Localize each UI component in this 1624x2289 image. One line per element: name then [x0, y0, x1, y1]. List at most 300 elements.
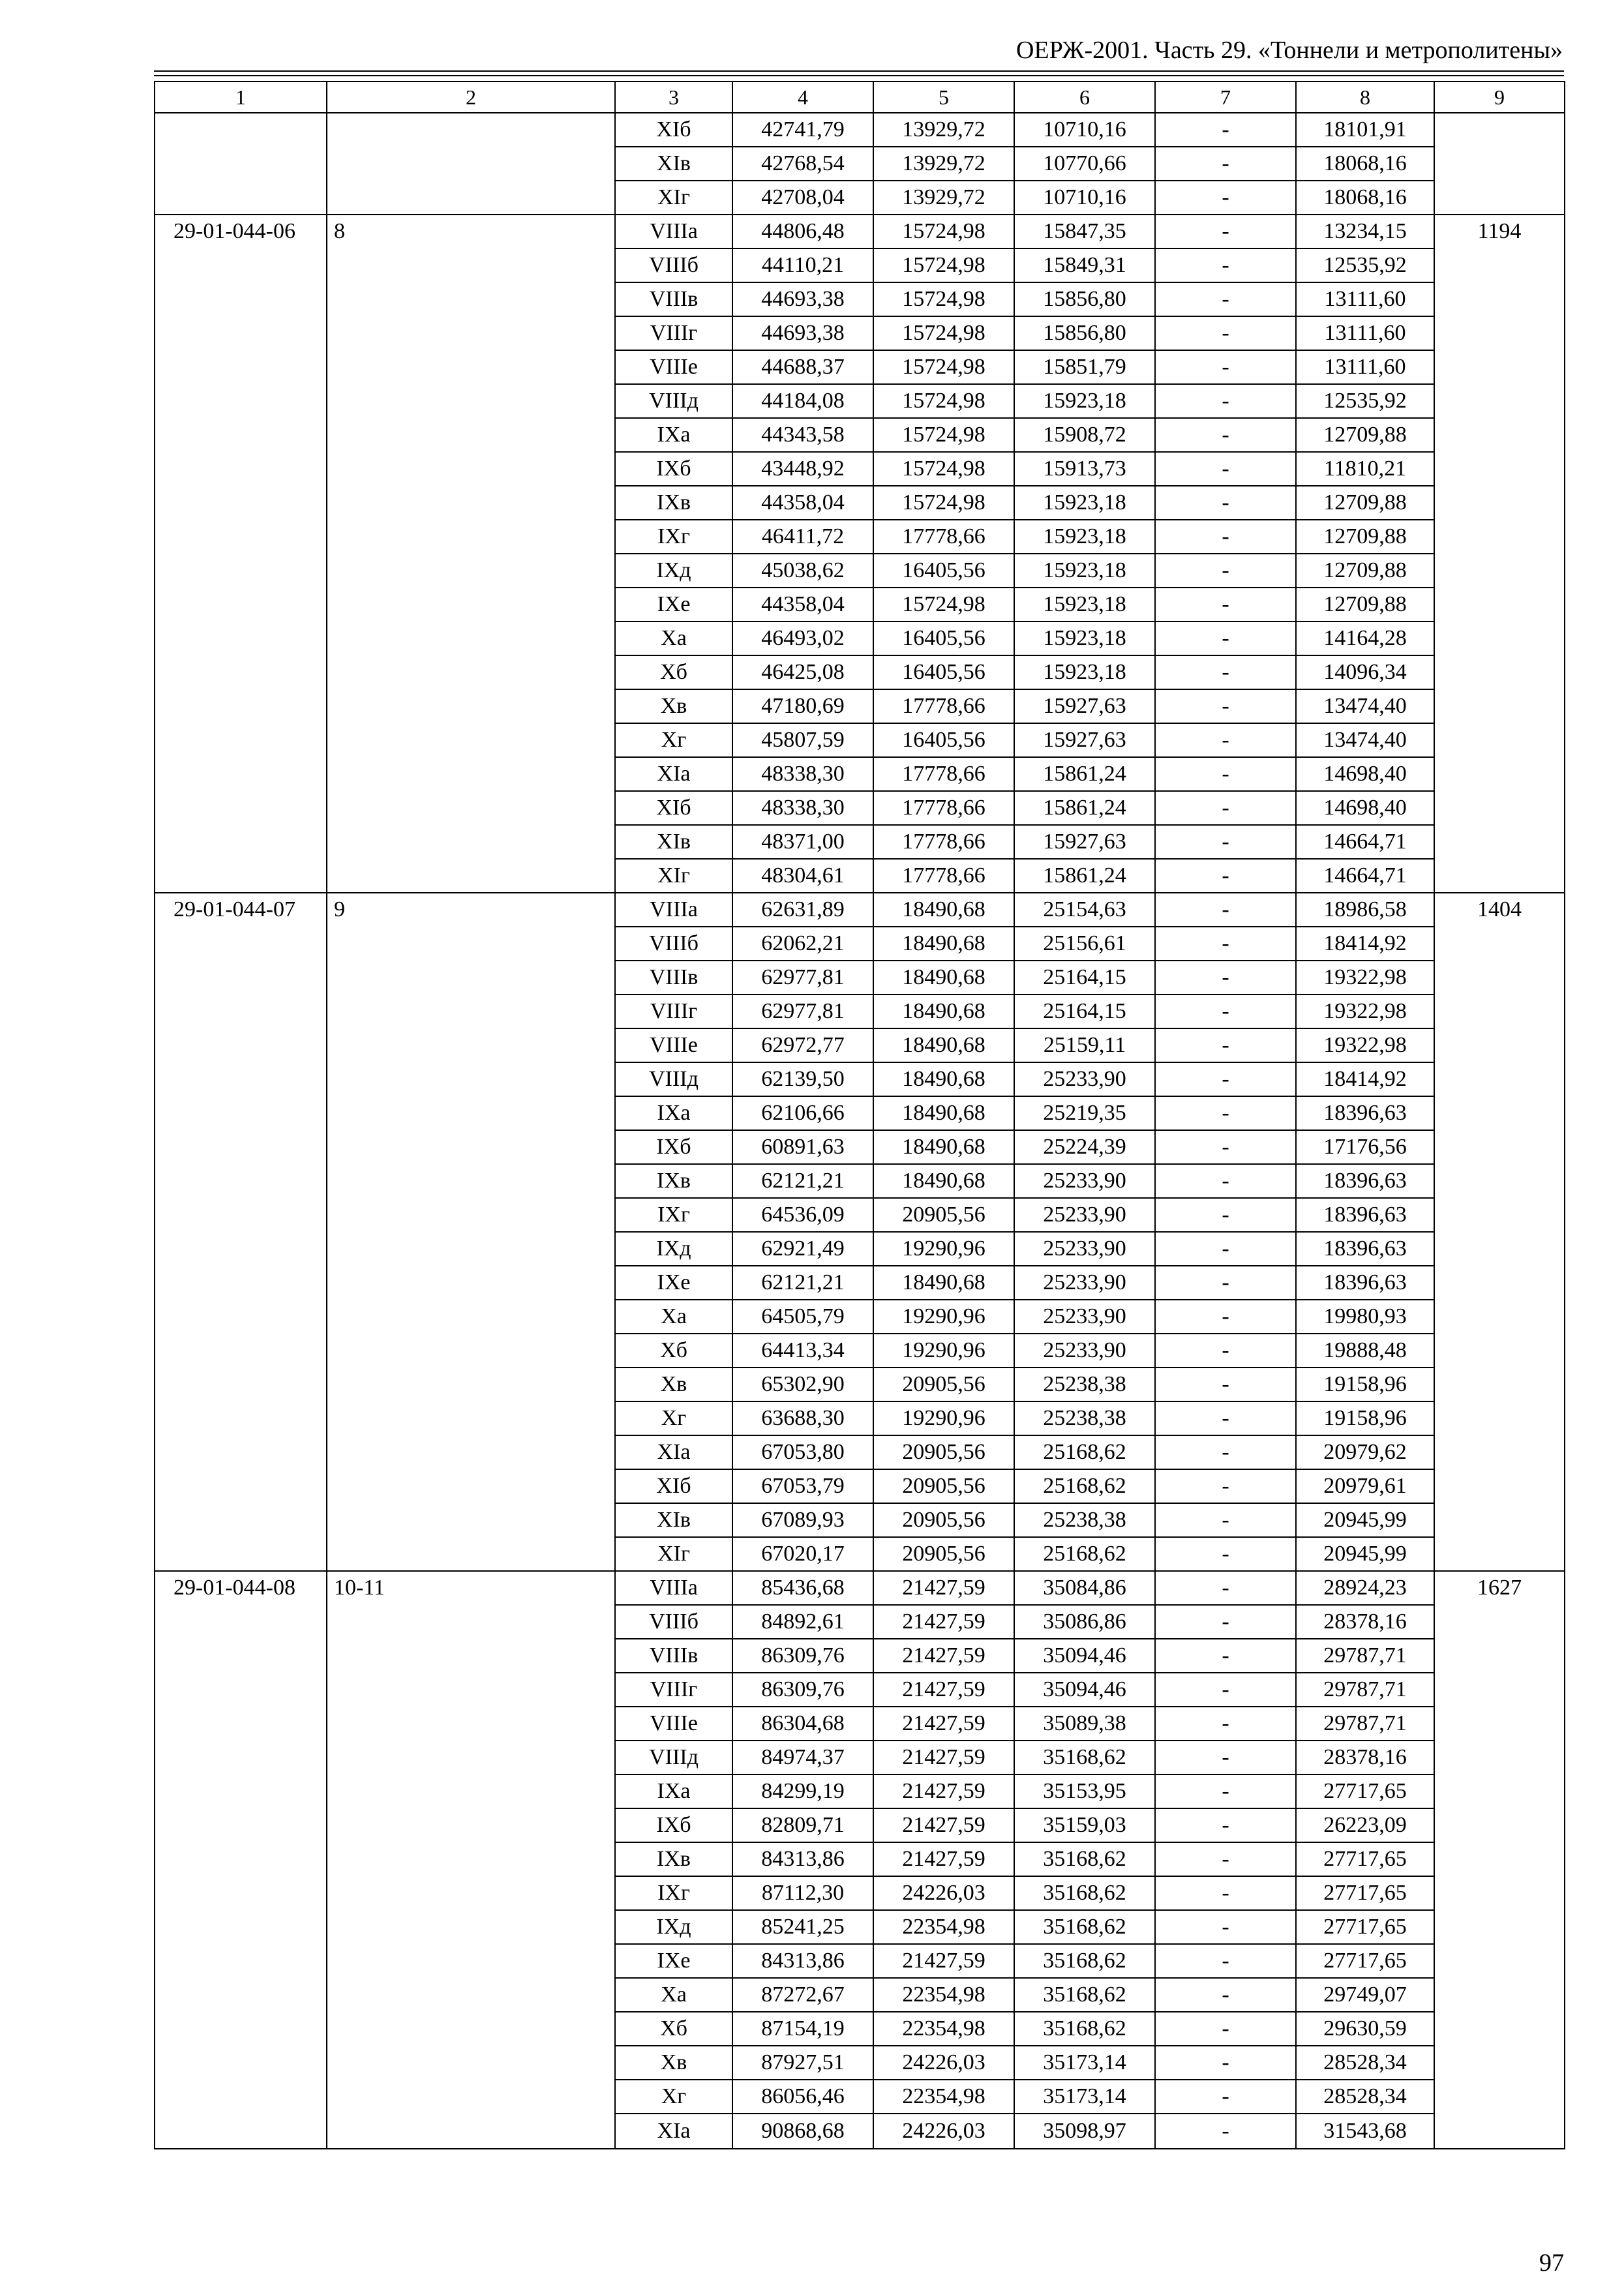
- value-cell: 84299,19: [732, 1774, 873, 1808]
- value-cell: -: [1155, 859, 1296, 893]
- parameter-cell: 8: [327, 215, 615, 893]
- value-cell: 25168,62: [1014, 1435, 1155, 1469]
- category-cell: XIг: [615, 181, 732, 215]
- category-cell: XIб: [615, 791, 732, 825]
- category-cell: Xг: [615, 2080, 732, 2114]
- value-cell: -: [1155, 282, 1296, 316]
- value-cell: 14164,28: [1296, 621, 1434, 655]
- value-cell: 25233,90: [1014, 1232, 1155, 1266]
- value-cell: 25154,63: [1014, 893, 1155, 927]
- value-cell: 18490,68: [873, 1096, 1014, 1130]
- value-cell: 35084,86: [1014, 1571, 1155, 1605]
- value-cell: 12709,88: [1296, 418, 1434, 452]
- value-cell: -: [1155, 1266, 1296, 1300]
- value-cell: 25219,35: [1014, 1096, 1155, 1130]
- value-cell: 15923,18: [1014, 588, 1155, 621]
- value-cell: 20905,56: [873, 1435, 1014, 1469]
- category-cell: IXа: [615, 1774, 732, 1808]
- value-cell: 64413,34: [732, 1334, 873, 1368]
- value-cell: 45038,62: [732, 554, 873, 588]
- column-9-cell: 1194: [1434, 215, 1565, 893]
- value-cell: -: [1155, 2012, 1296, 2046]
- value-cell: 12709,88: [1296, 588, 1434, 621]
- value-cell: 67089,93: [732, 1503, 873, 1537]
- value-cell: 18986,58: [1296, 893, 1434, 927]
- value-cell: 25238,38: [1014, 1503, 1155, 1537]
- value-cell: -: [1155, 1232, 1296, 1266]
- value-cell: 35168,62: [1014, 1741, 1155, 1774]
- value-cell: 13474,40: [1296, 723, 1434, 757]
- category-cell: VIIIа: [615, 215, 732, 248]
- value-cell: -: [1155, 1334, 1296, 1368]
- column-9-cell: [1434, 113, 1565, 215]
- value-cell: 19158,96: [1296, 1401, 1434, 1435]
- value-cell: 13929,72: [873, 181, 1014, 215]
- value-cell: 85241,25: [732, 1910, 873, 1944]
- category-cell: IXг: [615, 1876, 732, 1910]
- page-number: 97: [1539, 2249, 1564, 2277]
- category-cell: IXг: [615, 520, 732, 554]
- value-cell: 87927,51: [732, 2046, 873, 2080]
- value-cell: -: [1155, 452, 1296, 486]
- value-cell: 19158,96: [1296, 1368, 1434, 1401]
- value-cell: 28528,34: [1296, 2046, 1434, 2080]
- value-cell: 22354,98: [873, 1978, 1014, 2012]
- value-cell: 44184,08: [732, 384, 873, 418]
- value-cell: -: [1155, 1910, 1296, 1944]
- column-number: 1: [155, 82, 327, 113]
- value-cell: 29787,71: [1296, 1639, 1434, 1673]
- value-cell: 19322,98: [1296, 1028, 1434, 1062]
- value-cell: 15724,98: [873, 418, 1014, 452]
- value-cell: 24226,03: [873, 2046, 1014, 2080]
- parameter-cell: [327, 113, 615, 215]
- value-cell: -: [1155, 215, 1296, 248]
- category-cell: VIIIе: [615, 1707, 732, 1741]
- value-cell: 13111,60: [1296, 316, 1434, 350]
- value-cell: 25233,90: [1014, 1198, 1155, 1232]
- value-cell: 15908,72: [1014, 418, 1155, 452]
- value-cell: 15724,98: [873, 486, 1014, 520]
- value-cell: 46493,02: [732, 621, 873, 655]
- parameter-cell: 9: [327, 893, 615, 1571]
- category-cell: VIIIв: [615, 961, 732, 995]
- value-cell: 48304,61: [732, 859, 873, 893]
- value-cell: 13929,72: [873, 147, 1014, 181]
- value-cell: 46425,08: [732, 655, 873, 689]
- value-cell: 19290,96: [873, 1300, 1014, 1334]
- value-cell: 15856,80: [1014, 316, 1155, 350]
- value-cell: -: [1155, 893, 1296, 927]
- rate-code-cell: 29-01-044-07: [155, 893, 327, 1571]
- value-cell: -: [1155, 961, 1296, 995]
- running-header: ОЕРЖ-2001. Часть 29. «Тоннели и метрополитены»: [1015, 37, 1563, 64]
- category-cell: VIIIд: [615, 384, 732, 418]
- value-cell: 62121,21: [732, 1164, 873, 1198]
- value-cell: -: [1155, 1503, 1296, 1537]
- value-cell: 28378,16: [1296, 1605, 1434, 1639]
- value-cell: 18396,63: [1296, 1198, 1434, 1232]
- value-cell: 87112,30: [732, 1876, 873, 1910]
- category-cell: IXа: [615, 1096, 732, 1130]
- value-cell: 67053,80: [732, 1435, 873, 1469]
- value-cell: 10710,16: [1014, 113, 1155, 147]
- value-cell: 12535,92: [1296, 248, 1434, 282]
- value-cell: 27717,65: [1296, 1944, 1434, 1978]
- value-cell: 15724,98: [873, 384, 1014, 418]
- value-cell: -: [1155, 1808, 1296, 1842]
- header-rule: [154, 70, 1564, 76]
- value-cell: 48371,00: [732, 825, 873, 859]
- category-cell: XIг: [615, 859, 732, 893]
- category-cell: VIIIе: [615, 350, 732, 384]
- value-cell: 24226,03: [873, 1876, 1014, 1910]
- column-number: 5: [873, 82, 1014, 113]
- value-cell: 25233,90: [1014, 1334, 1155, 1368]
- value-cell: 27717,65: [1296, 1774, 1434, 1808]
- value-cell: 15724,98: [873, 316, 1014, 350]
- value-cell: -: [1155, 723, 1296, 757]
- value-cell: 18396,63: [1296, 1266, 1434, 1300]
- value-cell: 24226,03: [873, 2114, 1014, 2149]
- category-cell: XIа: [615, 2114, 732, 2149]
- value-cell: 44358,04: [732, 486, 873, 520]
- value-cell: 18490,68: [873, 927, 1014, 961]
- category-cell: IXв: [615, 486, 732, 520]
- value-cell: 17778,66: [873, 859, 1014, 893]
- value-cell: -: [1155, 2046, 1296, 2080]
- column-number-row: [155, 82, 1565, 113]
- category-cell: IXд: [615, 1910, 732, 1944]
- value-cell: 19322,98: [1296, 995, 1434, 1028]
- category-cell: IXв: [615, 1164, 732, 1198]
- value-cell: 17778,66: [873, 689, 1014, 723]
- category-cell: IXе: [615, 588, 732, 621]
- value-cell: 10770,66: [1014, 147, 1155, 181]
- value-cell: 18068,16: [1296, 147, 1434, 181]
- value-cell: 25164,15: [1014, 995, 1155, 1028]
- value-cell: 28528,34: [1296, 2080, 1434, 2114]
- value-cell: 18414,92: [1296, 927, 1434, 961]
- category-cell: VIIIе: [615, 1028, 732, 1062]
- value-cell: 35168,62: [1014, 1842, 1155, 1876]
- value-cell: -: [1155, 1164, 1296, 1198]
- value-cell: 86304,68: [732, 1707, 873, 1741]
- value-cell: -: [1155, 248, 1296, 282]
- value-cell: 25233,90: [1014, 1300, 1155, 1334]
- value-cell: 16405,56: [873, 554, 1014, 588]
- category-cell: Xа: [615, 621, 732, 655]
- category-cell: VIIIд: [615, 1062, 732, 1096]
- value-cell: 25233,90: [1014, 1062, 1155, 1096]
- value-cell: 60891,63: [732, 1130, 873, 1164]
- value-cell: 35168,62: [1014, 1944, 1155, 1978]
- column-number: 2: [327, 82, 615, 113]
- value-cell: 35173,14: [1014, 2046, 1155, 2080]
- value-cell: 26223,09: [1296, 1808, 1434, 1842]
- category-cell: IXб: [615, 1130, 732, 1164]
- value-cell: 64536,09: [732, 1198, 873, 1232]
- table-row: [155, 113, 1565, 147]
- value-cell: 25164,15: [1014, 961, 1155, 995]
- value-cell: -: [1155, 825, 1296, 859]
- value-cell: 18101,91: [1296, 113, 1434, 147]
- value-cell: -: [1155, 1707, 1296, 1741]
- category-cell: XIа: [615, 1435, 732, 1469]
- value-cell: 18414,92: [1296, 1062, 1434, 1096]
- value-cell: 35168,62: [1014, 1876, 1155, 1910]
- value-cell: 84974,37: [732, 1741, 873, 1774]
- value-cell: 15724,98: [873, 248, 1014, 282]
- value-cell: 25168,62: [1014, 1469, 1155, 1503]
- value-cell: -: [1155, 2080, 1296, 2114]
- value-cell: 19290,96: [873, 1401, 1014, 1435]
- value-cell: 62977,81: [732, 995, 873, 1028]
- category-cell: Xб: [615, 655, 732, 689]
- value-cell: 29787,71: [1296, 1707, 1434, 1741]
- value-cell: 15923,18: [1014, 655, 1155, 689]
- value-cell: 18490,68: [873, 893, 1014, 927]
- column-number: 4: [732, 82, 873, 113]
- value-cell: 25168,62: [1014, 1537, 1155, 1571]
- value-cell: 15923,18: [1014, 621, 1155, 655]
- table-row: [155, 893, 1565, 927]
- value-cell: 18490,68: [873, 1130, 1014, 1164]
- value-cell: 20945,99: [1296, 1537, 1434, 1571]
- value-cell: 67020,17: [732, 1537, 873, 1571]
- value-cell: -: [1155, 1368, 1296, 1401]
- value-cell: 19980,93: [1296, 1300, 1434, 1334]
- value-cell: 13111,60: [1296, 282, 1434, 316]
- value-cell: 29749,07: [1296, 1978, 1434, 2012]
- value-cell: 21427,59: [873, 1605, 1014, 1639]
- value-cell: 14698,40: [1296, 791, 1434, 825]
- value-cell: 44343,58: [732, 418, 873, 452]
- value-cell: -: [1155, 689, 1296, 723]
- value-cell: 25238,38: [1014, 1368, 1155, 1401]
- value-cell: -: [1155, 384, 1296, 418]
- value-cell: 21427,59: [873, 1707, 1014, 1741]
- value-cell: 20905,56: [873, 1469, 1014, 1503]
- value-cell: -: [1155, 1978, 1296, 2012]
- rate-code-cell: 29-01-044-06: [155, 215, 327, 893]
- category-cell: IXа: [615, 418, 732, 452]
- value-cell: 44358,04: [732, 588, 873, 621]
- category-cell: Xг: [615, 1401, 732, 1435]
- value-cell: 13234,15: [1296, 215, 1434, 248]
- value-cell: 19322,98: [1296, 961, 1434, 995]
- category-cell: IXб: [615, 1808, 732, 1842]
- value-cell: 64505,79: [732, 1300, 873, 1334]
- value-cell: -: [1155, 1673, 1296, 1707]
- value-cell: 21427,59: [873, 1639, 1014, 1673]
- value-cell: 35094,46: [1014, 1673, 1155, 1707]
- value-cell: 18068,16: [1296, 181, 1434, 215]
- value-cell: 16405,56: [873, 655, 1014, 689]
- value-cell: 86309,76: [732, 1639, 873, 1673]
- value-cell: 15849,31: [1014, 248, 1155, 282]
- value-cell: 16405,56: [873, 621, 1014, 655]
- value-cell: 87272,67: [732, 1978, 873, 2012]
- value-cell: -: [1155, 1062, 1296, 1096]
- value-cell: 17778,66: [873, 825, 1014, 859]
- category-cell: XIб: [615, 113, 732, 147]
- value-cell: -: [1155, 1435, 1296, 1469]
- value-cell: -: [1155, 655, 1296, 689]
- value-cell: 12709,88: [1296, 554, 1434, 588]
- value-cell: 44693,38: [732, 282, 873, 316]
- value-cell: 25159,11: [1014, 1028, 1155, 1062]
- value-cell: 15923,18: [1014, 520, 1155, 554]
- category-cell: VIIIа: [615, 1571, 732, 1605]
- column-9-cell: 1404: [1434, 893, 1565, 1571]
- category-cell: XIг: [615, 1537, 732, 1571]
- value-cell: 63688,30: [732, 1401, 873, 1435]
- value-cell: -: [1155, 1096, 1296, 1130]
- value-cell: 17176,56: [1296, 1130, 1434, 1164]
- value-cell: -: [1155, 791, 1296, 825]
- value-cell: -: [1155, 2114, 1296, 2149]
- value-cell: 18396,63: [1296, 1164, 1434, 1198]
- value-cell: 15724,98: [873, 215, 1014, 248]
- value-cell: 15927,63: [1014, 689, 1155, 723]
- value-cell: 35159,03: [1014, 1808, 1155, 1842]
- value-cell: -: [1155, 350, 1296, 384]
- value-cell: 20945,99: [1296, 1503, 1434, 1537]
- value-cell: 62921,49: [732, 1232, 873, 1266]
- value-cell: 35153,95: [1014, 1774, 1155, 1808]
- value-cell: 18396,63: [1296, 1232, 1434, 1266]
- value-cell: 86309,76: [732, 1673, 873, 1707]
- value-cell: 22354,98: [873, 1910, 1014, 1944]
- value-cell: 17778,66: [873, 757, 1014, 791]
- value-cell: 15923,18: [1014, 384, 1155, 418]
- table-row: [155, 1571, 1565, 1605]
- rate-code-cell: 29-01-044-08: [155, 1571, 327, 2149]
- value-cell: -: [1155, 554, 1296, 588]
- value-cell: 28378,16: [1296, 1741, 1434, 1774]
- value-cell: 35098,97: [1014, 2114, 1155, 2149]
- value-cell: 18490,68: [873, 1028, 1014, 1062]
- value-cell: 14664,71: [1296, 825, 1434, 859]
- value-cell: -: [1155, 418, 1296, 452]
- value-cell: -: [1155, 1300, 1296, 1334]
- value-cell: 84313,86: [732, 1842, 873, 1876]
- value-cell: 21427,59: [873, 1571, 1014, 1605]
- value-cell: 25238,38: [1014, 1401, 1155, 1435]
- value-cell: 21427,59: [873, 1944, 1014, 1978]
- value-cell: 45807,59: [732, 723, 873, 757]
- value-cell: -: [1155, 1571, 1296, 1605]
- category-cell: Xг: [615, 723, 732, 757]
- rates-table: [154, 81, 1565, 2149]
- value-cell: 15856,80: [1014, 282, 1155, 316]
- value-cell: 20905,56: [873, 1368, 1014, 1401]
- value-cell: 19888,48: [1296, 1334, 1434, 1368]
- value-cell: 15847,35: [1014, 215, 1155, 248]
- value-cell: 35094,46: [1014, 1639, 1155, 1673]
- value-cell: -: [1155, 147, 1296, 181]
- value-cell: 19290,96: [873, 1232, 1014, 1266]
- value-cell: 15724,98: [873, 452, 1014, 486]
- value-cell: 44110,21: [732, 248, 873, 282]
- value-cell: 18490,68: [873, 1062, 1014, 1096]
- value-cell: 18490,68: [873, 995, 1014, 1028]
- category-cell: VIIIв: [615, 1639, 732, 1673]
- category-cell: IXе: [615, 1944, 732, 1978]
- value-cell: 21427,59: [873, 1741, 1014, 1774]
- value-cell: -: [1155, 1774, 1296, 1808]
- value-cell: 25233,90: [1014, 1164, 1155, 1198]
- value-cell: -: [1155, 1876, 1296, 1910]
- value-cell: 62631,89: [732, 893, 873, 927]
- value-cell: 14698,40: [1296, 757, 1434, 791]
- value-cell: 18490,68: [873, 1164, 1014, 1198]
- category-cell: Xа: [615, 1300, 732, 1334]
- value-cell: 25156,61: [1014, 927, 1155, 961]
- value-cell: 21427,59: [873, 1808, 1014, 1842]
- value-cell: 84892,61: [732, 1605, 873, 1639]
- value-cell: 21427,59: [873, 1673, 1014, 1707]
- value-cell: -: [1155, 316, 1296, 350]
- value-cell: 16405,56: [873, 723, 1014, 757]
- category-cell: VIIIб: [615, 248, 732, 282]
- value-cell: 27717,65: [1296, 1876, 1434, 1910]
- value-cell: -: [1155, 520, 1296, 554]
- value-cell: -: [1155, 181, 1296, 215]
- category-cell: VIIIа: [615, 893, 732, 927]
- category-cell: Xб: [615, 1334, 732, 1368]
- category-cell: IXд: [615, 1232, 732, 1266]
- value-cell: 65302,90: [732, 1368, 873, 1401]
- value-cell: 17778,66: [873, 520, 1014, 554]
- column-number: 9: [1434, 82, 1565, 113]
- value-cell: -: [1155, 757, 1296, 791]
- column-number: 6: [1014, 82, 1155, 113]
- category-cell: IXе: [615, 1266, 732, 1300]
- value-cell: 20979,62: [1296, 1435, 1434, 1469]
- value-cell: 35089,38: [1014, 1707, 1155, 1741]
- value-cell: -: [1155, 621, 1296, 655]
- parameter-cell: 10-11: [327, 1571, 615, 2149]
- value-cell: 84313,86: [732, 1944, 873, 1978]
- table-row: [155, 215, 1565, 248]
- value-cell: 28924,23: [1296, 1571, 1434, 1605]
- value-cell: -: [1155, 1198, 1296, 1232]
- category-cell: IXв: [615, 1842, 732, 1876]
- value-cell: -: [1155, 1605, 1296, 1639]
- table-body: [155, 82, 1565, 2149]
- value-cell: 15913,73: [1014, 452, 1155, 486]
- value-cell: 20905,56: [873, 1198, 1014, 1232]
- category-cell: XIб: [615, 1469, 732, 1503]
- value-cell: -: [1155, 113, 1296, 147]
- value-cell: 18490,68: [873, 961, 1014, 995]
- value-cell: 13474,40: [1296, 689, 1434, 723]
- value-cell: 35168,62: [1014, 2012, 1155, 2046]
- value-cell: 44806,48: [732, 215, 873, 248]
- category-cell: Xв: [615, 1368, 732, 1401]
- value-cell: -: [1155, 1741, 1296, 1774]
- value-cell: 13111,60: [1296, 350, 1434, 384]
- value-cell: 48338,30: [732, 791, 873, 825]
- category-cell: XIв: [615, 1503, 732, 1537]
- value-cell: 19290,96: [873, 1334, 1014, 1368]
- value-cell: -: [1155, 1639, 1296, 1673]
- value-cell: -: [1155, 1469, 1296, 1503]
- category-cell: VIIIг: [615, 1673, 732, 1707]
- value-cell: -: [1155, 1401, 1296, 1435]
